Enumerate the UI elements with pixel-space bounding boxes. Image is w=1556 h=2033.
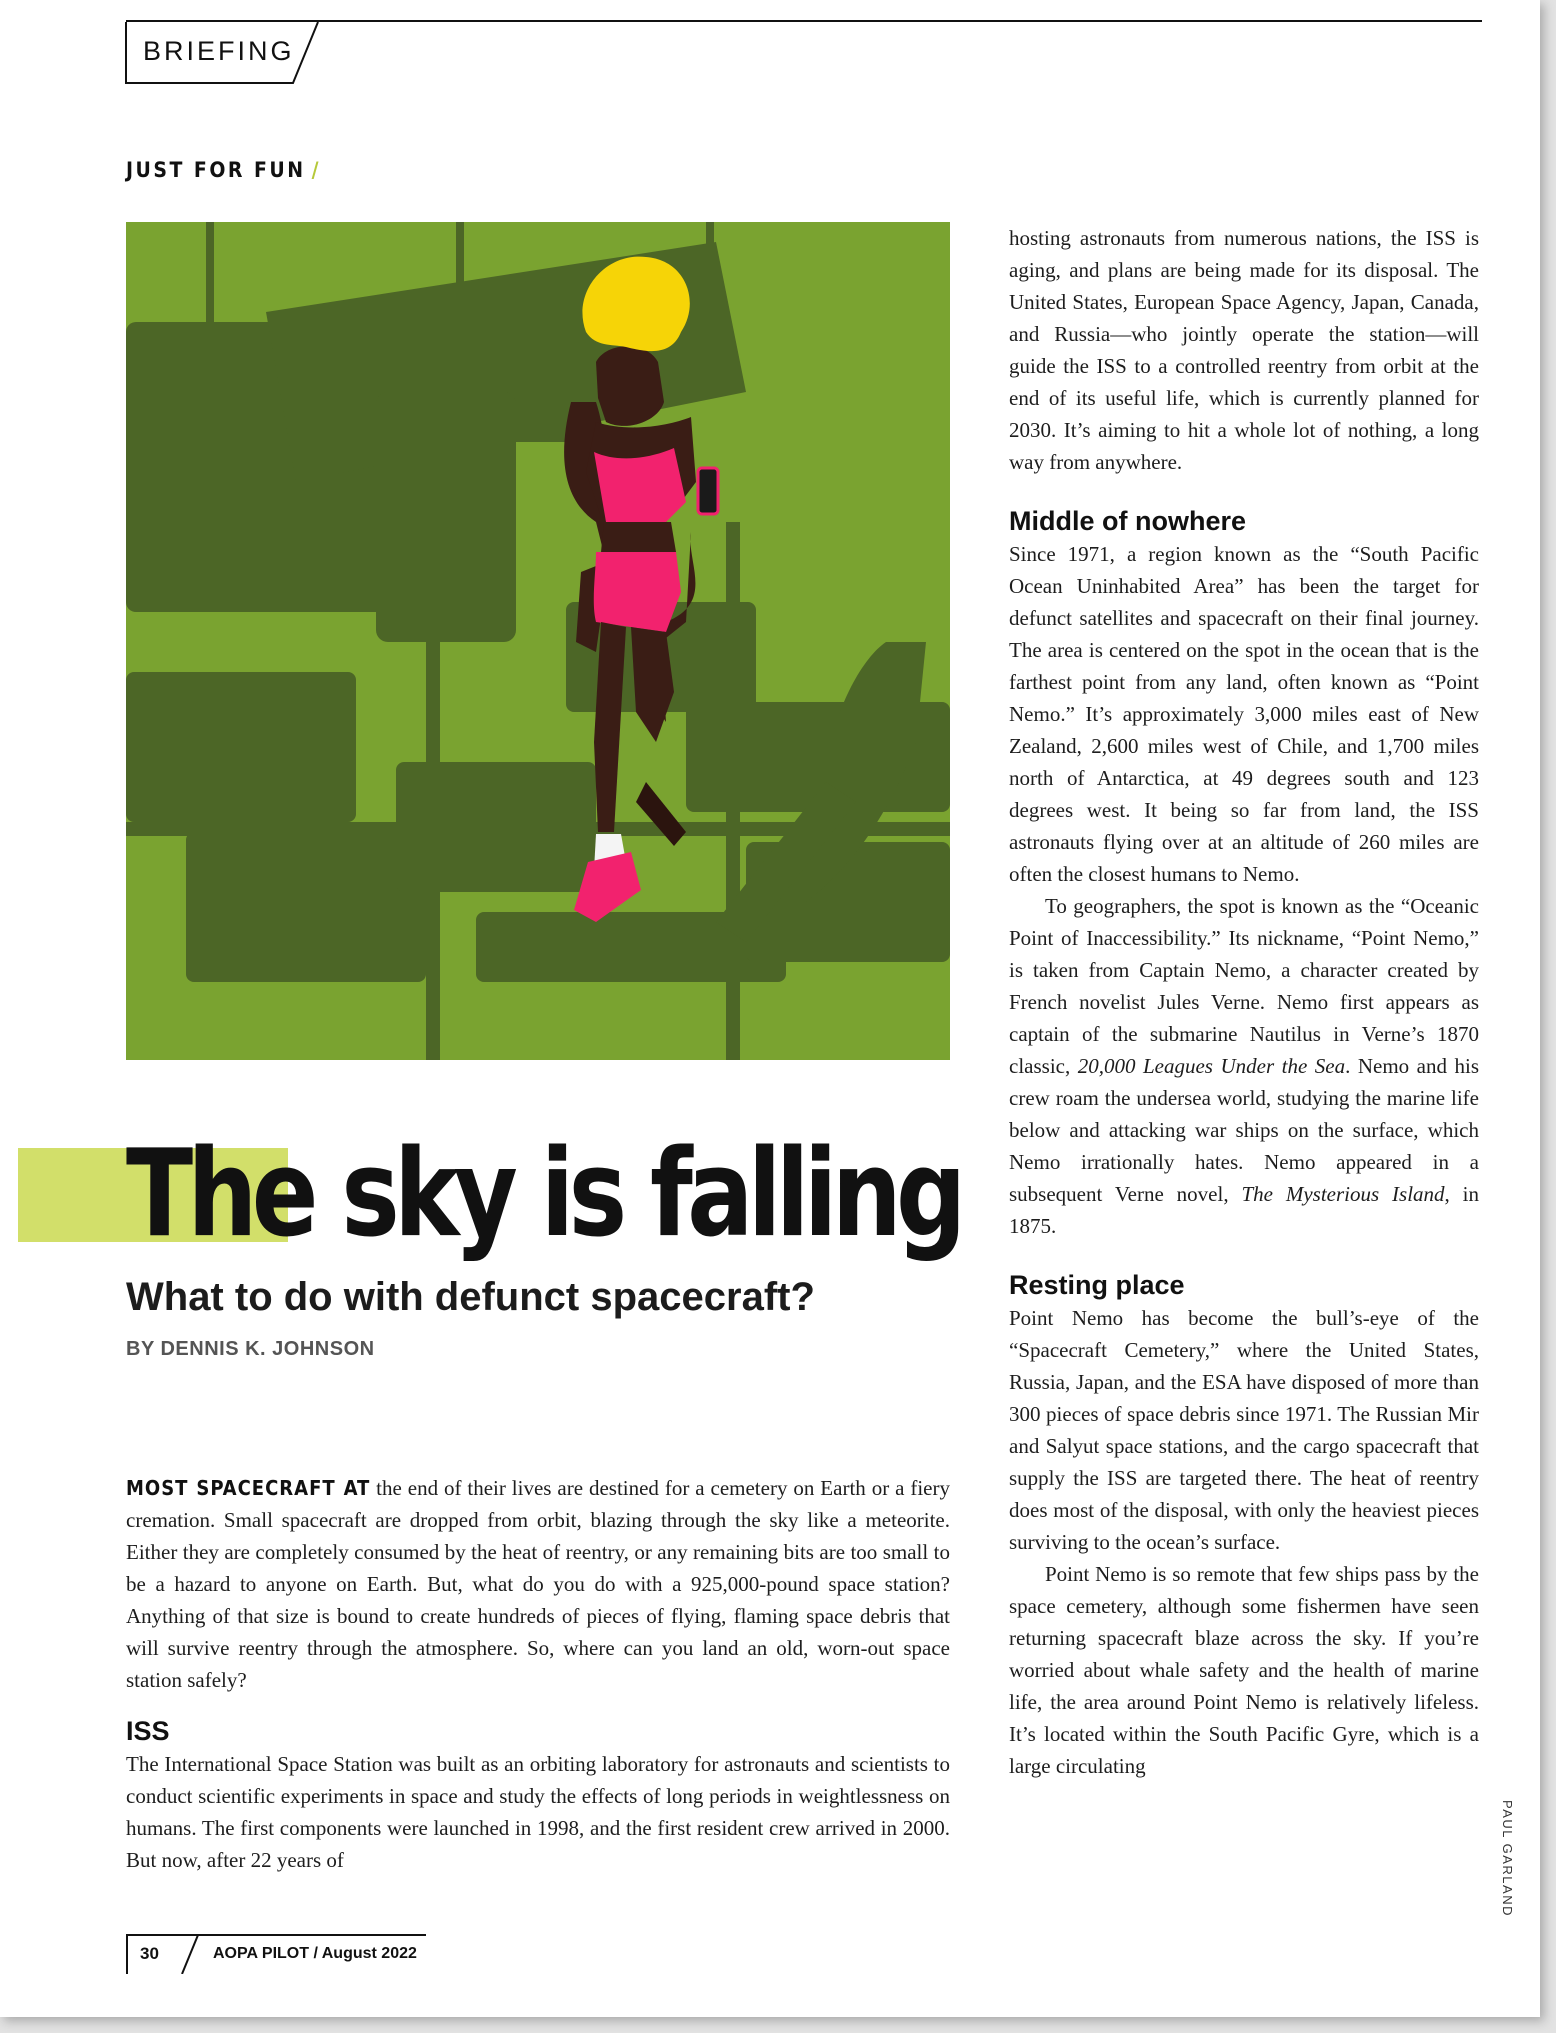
page-number: 30 <box>140 1944 159 1963</box>
kicker <box>126 158 321 182</box>
kicker-text: JUST FOR FUN <box>126 158 306 182</box>
book-title-mysterious-island: The Mysterious Island <box>1241 1182 1445 1206</box>
middle-p2-part-c: , in 1875. <box>1009 1182 1479 1238</box>
section-tab <box>125 22 319 84</box>
iss-continued-paragraph: hosting astronauts from numerous nations, the ISS is aging, and plans are being made for its disposal. The United States, European Space Agency, Japan, Canada, and Russia—who jointly operate the station—will guide the ISS to a controlled reentry from orbit at the end of its useful life, which is currently planned for 2030. It’s aiming to hit a whole lot of nothing, a long way from anywhere. <box>1009 226 1479 474</box>
middle-paragraph-1: Since 1971, a region known as the “South Pacific Ocean Uninhabited Area” has been the target for defunct satellites and spacecraft on their final journey. The area is centered on the spot in the ocean that is the farthest point from any land, often known as “Point Nemo.” It’s approximately 3,000 miles east of New Zealand, 2,600 miles west of Chile, and 1,700 miles north of Antarctica, at 49 degrees south and 123 degrees west. It being so far from land, the ISS astronauts flying over at an altitude of 260 miles are often the closest humans to Nemo. <box>1009 542 1479 886</box>
article-headline: The sky is falling <box>126 1125 961 1264</box>
page-footer <box>126 1934 426 1974</box>
masthead: AOPA PILOT / August 2022 <box>213 1945 417 1962</box>
middle-p2-part-a: To geographers, the spot is known as the “Oceanic Point of Inaccessibility.” Its nickname, “Point Nemo,” is taken from Captain Nemo, a character created by French novelist Jules Verne. Nemo first appears as captain of the submarine Nautilus in Verne’s 1870 classic, <box>1009 894 1479 1078</box>
middle-paragraph-2 <box>1009 890 1479 1242</box>
resting-paragraph-1: Point Nemo has become the bull’s-eye of the “Spacecraft Cemetery,” where the United States, Russia, Japan, and the ESA have disposed of more than 300 pieces of space debris since 1971. The Russian Mir and Salyut space stations, and the cargo spacecraft that supply the ISS are targeted there. The heat of reentry does most of the disposal, with only the heaviest pieces surviving to the ocean’s surface. <box>1009 1306 1479 1554</box>
book-title-leagues: 20,000 Leagues Under the Sea <box>1077 1054 1346 1078</box>
iss-paragraph: The International Space Station was built as an orbiting laboratory for astronauts and scientists to conduct scientific experiments in space and study the effects of long periods in weightlessness on humans. The first components were launched in 1998, and the first resident crew arrived in 2000. But now, after 22 years of <box>126 1752 950 1872</box>
runner-illustration-icon <box>126 222 950 1060</box>
subhead-middle-of-nowhere: Middle of nowhere <box>1009 506 1247 536</box>
subhead-iss: ISS <box>126 1716 170 1746</box>
kicker-slash: / <box>311 158 321 182</box>
byline: BY DENNIS K. JOHNSON <box>126 1338 375 1360</box>
illustration-credit: PAUL GARLAND <box>1500 1800 1515 1917</box>
resting-paragraph-2: Point Nemo is so remote that few ships pass by the space cemetery, although some fishermen have seen returning spacecraft blaze across the sky. If you’re worried about whale safety and the health of marine life, the area around Point Nemo is relatively lifeless. It’s located within the South Pacific Gyre, which is a large circulating <box>1009 1562 1479 1778</box>
article-deck: What to do with defunct spacecraft? <box>126 1275 815 1319</box>
intro-paragraph <box>126 1472 950 1696</box>
top-rule <box>126 20 1482 22</box>
left-column <box>126 1472 950 1876</box>
intro-text: the end of their lives are destined for a cemetery on Earth or a fiery cremation. Small spacecraft are dropped from orbit, blazing through the sky like a meteorite. Either they are completely consumed by the heat of reentry, or any remaining bits are too small to be a hazard to anyone on Earth. But, what do you do with a 925,000-pound space station? Anything of that size is bound to create hundreds of pieces of flying, flaming space debris that will survive reentry through the atmosphere. So, where can you land an old, worn-out space station safely? <box>126 1476 950 1692</box>
lead-in: MOST SPACECRAFT AT <box>126 1476 371 1500</box>
middle-p2-part-b: . Nemo and his crew roam the undersea world, studying the marine life below and attacking war ships on the surface, which Nemo irrationally hates. Nemo appeared in a subsequent Verne novel, <box>1009 1054 1479 1206</box>
section-label: BRIEFING <box>143 36 295 66</box>
right-column <box>1009 222 1479 1782</box>
subhead-resting-place: Resting place <box>1009 1270 1185 1300</box>
